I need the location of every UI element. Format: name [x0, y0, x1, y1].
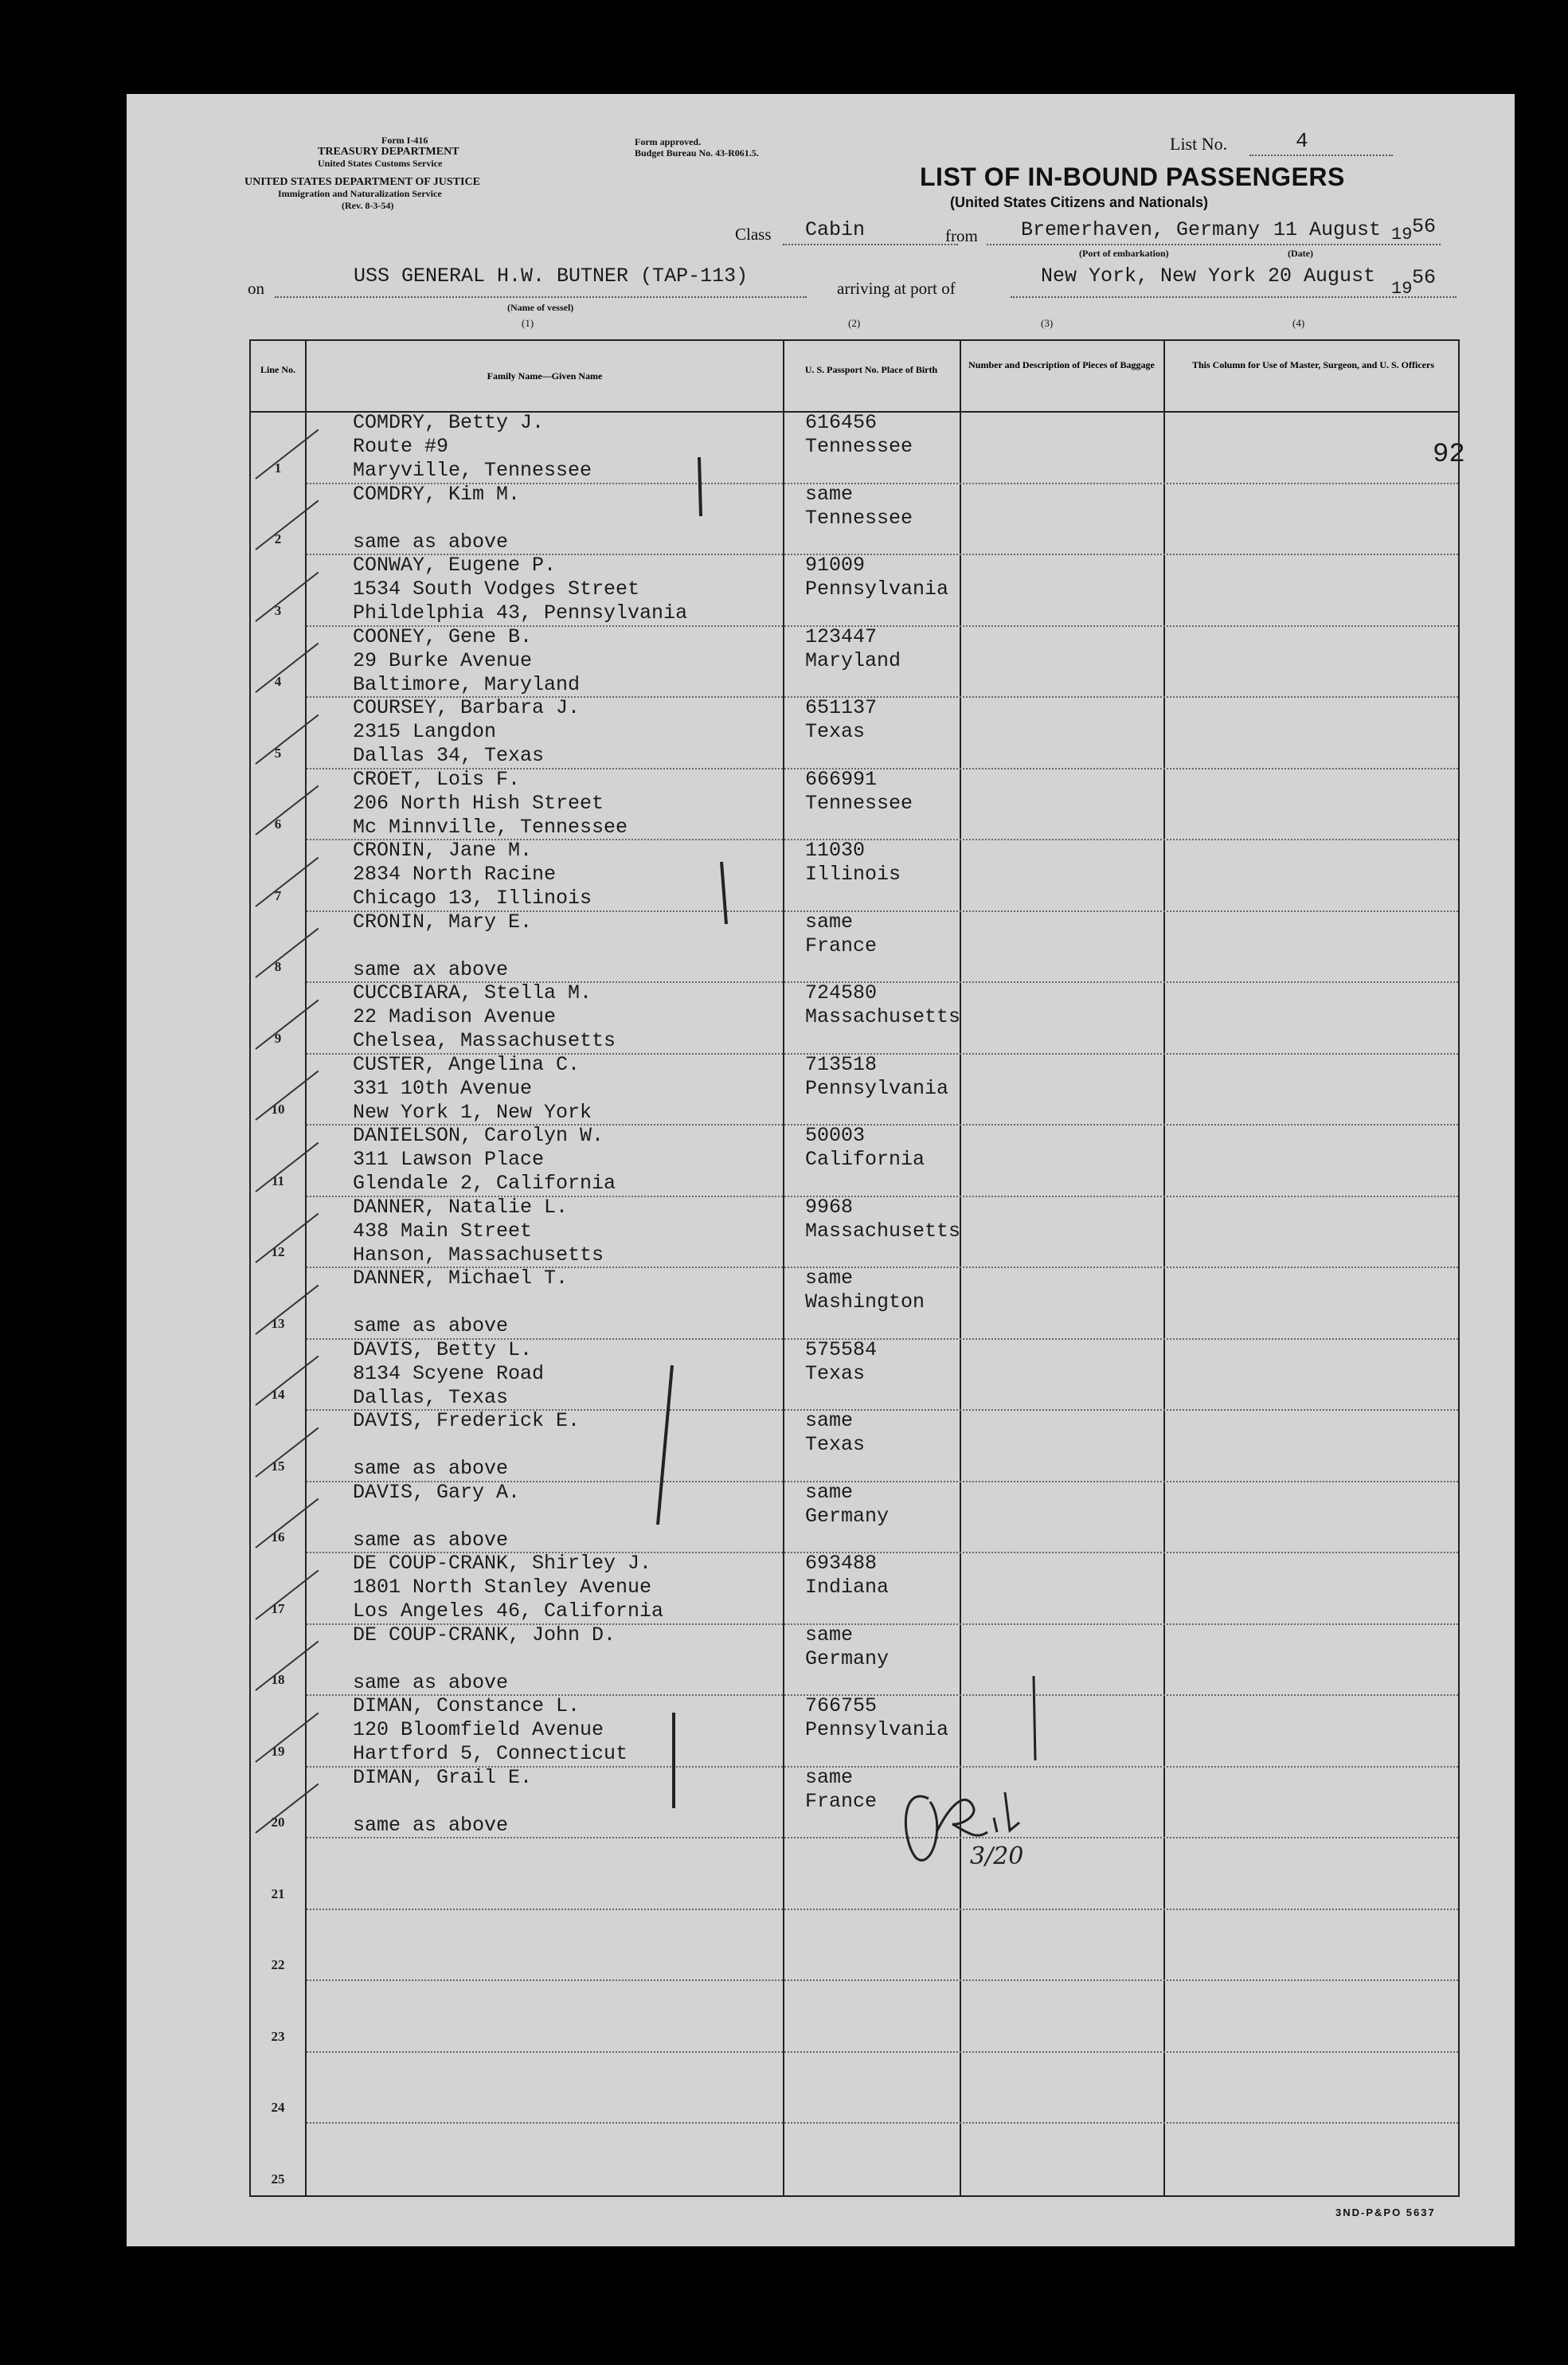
line-number: 17 [271, 1600, 285, 1616]
passenger-name: CUCCBIARA, Stella M. [353, 981, 592, 1004]
print-code: 3ND-P&PO 5637 [1335, 2206, 1436, 2218]
customs-service: United States Customs Service [318, 158, 443, 169]
column-number: (1) [522, 317, 534, 329]
class-label: Class [735, 225, 772, 244]
address-line: New York 1, New York [353, 1100, 592, 1124]
row-divider [307, 2122, 1458, 2124]
place-of-birth: Tennessee [805, 791, 913, 815]
address-line: 29 Burke Avenue [353, 648, 533, 672]
line-number: 19 [271, 1743, 285, 1759]
row-divider [307, 1837, 1458, 1838]
year-prefix: 19 [1391, 225, 1413, 245]
passport-header: U. S. Passport No. Place of Birth [804, 364, 938, 375]
address-line: same as above [353, 1457, 509, 1480]
vessel-line [275, 296, 807, 298]
line-number: 4 [274, 674, 282, 689]
passport-number: 9968 [805, 1195, 854, 1219]
passport-number: 713518 [805, 1052, 878, 1076]
line-number: 23 [271, 2028, 285, 2044]
address-line: Dallas, Texas [353, 1385, 509, 1409]
list-number: 4 [1296, 129, 1308, 153]
address-line: Glendale 2, California [353, 1172, 616, 1195]
passenger-name: DAVIS, Betty L. [353, 1337, 533, 1361]
from-label: from [945, 226, 978, 245]
address-line: 206 North Hish Street [353, 791, 604, 815]
place-of-birth: Illinois [805, 863, 901, 886]
page-number: 92 [1433, 440, 1465, 470]
passport-number: same [805, 1765, 854, 1789]
line-number: 20 [271, 1815, 285, 1830]
address-line: Mc Minnville, Tennessee [353, 815, 628, 839]
revision-date: (Rev. 8-3-54) [342, 200, 394, 211]
form-approved: Form approved. [635, 136, 702, 147]
embarkation-year: 56 [1412, 215, 1437, 238]
row-divider [307, 1909, 1458, 1910]
address-line: 1801 North Stanley Avenue [353, 1576, 652, 1599]
list-no-label: List No. [1170, 134, 1228, 154]
place-of-birth: Pennsylvania [805, 578, 949, 601]
place-of-birth: Tennessee [805, 506, 913, 530]
line-number: 16 [271, 1529, 285, 1545]
address-line: 311 Lawson Place [353, 1148, 545, 1171]
passenger-name: DAVIS, Frederick E. [353, 1409, 581, 1432]
passport-number: 724580 [805, 981, 878, 1004]
address-line: 120 Bloomfield Avenue [353, 1718, 604, 1741]
treasury-department: TREASURY DEPARTMENT [318, 146, 459, 158]
passport-number: same [805, 1480, 854, 1504]
passenger-name: CUSTER, Angelina C. [353, 1052, 581, 1076]
passport-number: 91009 [805, 554, 866, 577]
signature-note: 3/20 [970, 1842, 1024, 1870]
port-caption: (Port of embarkation) [1079, 248, 1169, 259]
address-line: same as above [353, 530, 509, 554]
passport-number: 50003 [805, 1124, 866, 1147]
line-no-header: Line No. [260, 364, 295, 375]
passport-number: same [805, 1623, 854, 1646]
arrival-line [1011, 296, 1457, 298]
vessel-caption: (Name of vessel) [507, 302, 574, 313]
on-label: on [248, 279, 264, 298]
line-number: 13 [271, 1315, 285, 1331]
name-header: Family Name—Given Name [487, 370, 603, 382]
address-line: 2315 Langdon [353, 720, 497, 743]
passenger-name: DANNER, Michael T. [353, 1267, 569, 1290]
line-number: 11 [271, 1173, 285, 1188]
passenger-name: DANIELSON, Carolyn W. [353, 1124, 604, 1147]
row-divider [307, 1979, 1458, 1981]
passport-number: same [805, 1267, 854, 1290]
passport-number: 616456 [805, 411, 878, 434]
embarkation-date: 11 August [1273, 218, 1382, 241]
line-number: 2 [274, 531, 282, 546]
passenger-name: DE COUP-CRANK, John D. [353, 1623, 616, 1646]
baggage-header: Number and Description of Pieces of Baggage [968, 359, 1155, 370]
line-number: 15 [271, 1458, 285, 1474]
passenger-name: CROET, Lois F. [353, 767, 521, 791]
line-number: 1 [274, 460, 282, 476]
passenger-name: DANNER, Natalie L. [353, 1195, 569, 1219]
place-of-birth: France [805, 934, 878, 957]
address-line: 438 Main Street [353, 1219, 533, 1243]
passenger-name: DIMAN, Grail E. [353, 1765, 533, 1789]
passenger-name: COMDRY, Kim M. [353, 482, 521, 506]
passport-number: 693488 [805, 1552, 878, 1575]
embarkation-port: Bremerhaven, Germany [1021, 218, 1261, 241]
line-number: 18 [271, 1672, 285, 1687]
passenger-name: DAVIS, Gary A. [353, 1480, 521, 1504]
passenger-name: CRONIN, Jane M. [353, 839, 533, 862]
passenger-name: COMDRY, Betty J. [353, 411, 545, 434]
passenger-name: COURSEY, Barbara J. [353, 696, 581, 719]
column-number: (4) [1292, 317, 1305, 329]
place-of-birth: California [805, 1148, 925, 1171]
passport-number: 666991 [805, 767, 878, 791]
place-of-birth: Germany [805, 1504, 890, 1528]
line-number: 21 [271, 1885, 285, 1901]
line-number: 7 [274, 887, 282, 903]
address-line: Chicago 13, Illinois [353, 887, 592, 910]
line-number: 12 [271, 1244, 285, 1259]
line-number: 14 [271, 1387, 285, 1402]
year-prefix: 19 [1391, 279, 1413, 299]
address-line: Baltimore, Maryland [353, 672, 581, 696]
address-line: same as above [353, 1528, 509, 1552]
place-of-birth: Texas [805, 720, 866, 743]
place-of-birth: Maryland [805, 648, 901, 672]
line-number: 8 [274, 959, 282, 974]
address-line: 331 10th Avenue [353, 1076, 533, 1100]
column-divider [960, 341, 961, 2195]
passenger-name: COONEY, Gene B. [353, 625, 533, 648]
place-of-birth: Massachusetts [805, 1219, 961, 1243]
column-divider [783, 341, 784, 2195]
place-of-birth: Washington [805, 1290, 925, 1314]
passport-number: same [805, 482, 854, 506]
place-of-birth: Indiana [805, 1576, 890, 1599]
form-number: Form I-416 [381, 135, 428, 146]
address-line: 1534 South Vodges Street [353, 578, 640, 601]
place-of-birth: Germany [805, 1646, 890, 1670]
vessel-name: USS GENERAL H.W. BUTNER (TAP-113) [354, 264, 749, 288]
line-number: 24 [271, 2100, 285, 2115]
place-of-birth: Tennessee [805, 435, 913, 458]
line-number: 9 [274, 1030, 282, 1046]
place-of-birth: Texas [805, 1361, 866, 1385]
place-of-birth: Texas [805, 1433, 866, 1456]
address-line: Hanson, Massachusetts [353, 1243, 604, 1267]
address-line: Phildelphia 43, Pennsylvania [353, 601, 688, 625]
passport-number: 575584 [805, 1337, 878, 1361]
column-number: (3) [1041, 317, 1054, 329]
row-divider [307, 2051, 1458, 2053]
date-caption: (Date) [1288, 248, 1313, 259]
place-of-birth: Pennsylvania [805, 1718, 949, 1741]
passport-number: 123447 [805, 625, 878, 648]
address-line: 2834 North Racine [353, 863, 557, 886]
budget-bureau: Budget Bureau No. 43-R061.5. [635, 147, 759, 159]
passport-number: 651137 [805, 696, 878, 719]
passport-number: 766755 [805, 1694, 878, 1717]
list-no-line [1249, 155, 1393, 156]
address-line: Hartford 5, Connecticut [353, 1742, 628, 1765]
passport-number: same [805, 910, 854, 934]
address-line: same as above [353, 1813, 509, 1837]
address-line: Route #9 [353, 435, 449, 458]
line-number: 5 [274, 745, 282, 761]
class-value: Cabin [805, 218, 866, 241]
place-of-birth: Massachusetts [805, 1005, 961, 1028]
officers-header: This Column for Use of Master, Surgeon, and U. S. Officers [1191, 359, 1434, 370]
line-number: 22 [271, 1957, 285, 1972]
column-number: (2) [848, 317, 861, 329]
place-of-birth: Pennsylvania [805, 1076, 949, 1100]
passenger-name: CONWAY, Eugene P. [353, 554, 557, 577]
line-number: 6 [274, 816, 282, 832]
arriving-label: arriving at port of [837, 279, 956, 298]
passenger-name: DIMAN, Constance L. [353, 1694, 581, 1717]
place-of-birth: France [805, 1789, 878, 1813]
page-title: LIST OF IN-BOUND PASSENGERS [920, 162, 1345, 191]
from-line [987, 244, 1441, 245]
address-line: 8134 Scyene Road [353, 1361, 545, 1385]
line-number: 3 [274, 602, 282, 618]
address-line: Los Angeles 46, California [353, 1600, 664, 1623]
column-divider [1163, 341, 1165, 2195]
line-number: 25 [271, 2171, 285, 2187]
arrival-port-date: New York, New York 20 August [1041, 264, 1376, 288]
address-line: same as above [353, 1670, 509, 1694]
passenger-name: DE COUP-CRANK, Shirley J. [353, 1552, 652, 1575]
column-divider [305, 341, 307, 2195]
passenger-name: CRONIN, Mary E. [353, 910, 533, 934]
page-subtitle: (United States Citizens and Nationals) [950, 194, 1209, 210]
address-line: 22 Madison Avenue [353, 1005, 557, 1028]
justice-department: UNITED STATES DEPARTMENT OF JUSTICE [244, 176, 480, 188]
arrival-year: 56 [1412, 266, 1437, 289]
line-number: 10 [271, 1102, 285, 1117]
address-line: same ax above [353, 957, 509, 981]
passport-number: same [805, 1409, 854, 1432]
address-line: Chelsea, Massachusetts [353, 1029, 616, 1052]
address-line: Maryville, Tennessee [353, 459, 592, 482]
ins-service: Immigration and Naturalization Service [278, 188, 442, 199]
class-line [783, 244, 958, 245]
address-line: Dallas 34, Texas [353, 744, 545, 767]
passport-number: 11030 [805, 839, 866, 862]
passenger-table [249, 339, 1460, 2197]
address-line: same as above [353, 1314, 509, 1337]
